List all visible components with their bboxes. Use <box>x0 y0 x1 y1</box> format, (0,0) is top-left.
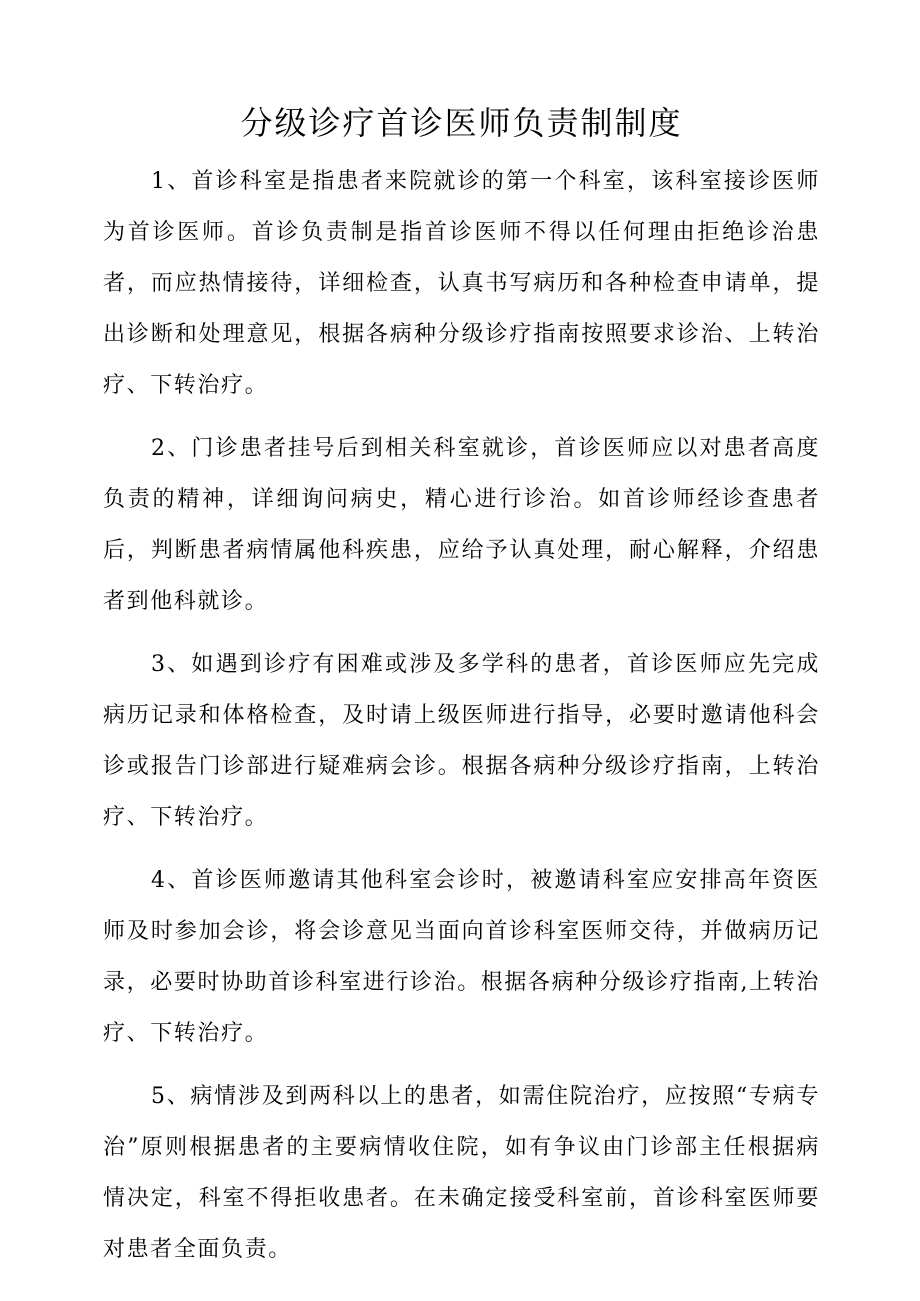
paragraph-1: 1、首诊科室是指患者来院就诊的第一个科室，该科室接诊医师为首诊医师。首诊负责制是指首诊医师不得以任何理由拒绝诊治患者，而应热情接待，详细检查，认真书写病历和各种检查申请单，提出诊断和处理意见，根据各病种分级诊疗指南按照要求诊治、上转治疗、下转治疗。 <box>103 169 820 398</box>
document-title: 分级诊疗首诊医师负责制制度 <box>240 104 683 142</box>
document-body <box>103 156 820 1275</box>
paragraph-5: 5、病情涉及到两科以上的患者，如需住院治疗，应按照“专病专治”原则根据患者的主要病情收住院，如有争议由门诊部主任根据病情决定，科室不得拒收患者。在未确定接受科室前，首诊科室医师要对患者全面负责。 <box>103 1084 820 1262</box>
paragraph-4: 4、首诊医师邀请其他科室会诊时，被邀请科室应安排高年资医师及时参加会诊，将会诊意见当面向首诊科室医师交待，并做病历记录，必要时协助首诊科室进行诊治。根据各病种分级诊疗指南,上转治疗、下转治疗。 <box>103 868 820 1046</box>
paragraph-3: 3、如遇到诊疗有困难或涉及多学科的患者，首诊医师应先完成病历记录和体格检查，及时请上级医师进行指导，必要时邀请他科会诊或报告门诊部进行疑难病会诊。根据各病种分级诊疗指南，上转治疗、下转治疗。 <box>103 652 820 830</box>
paragraph-2: 2、门诊患者挂号后到相关科室就诊，首诊医师应以对患者高度负责的精神，详细询问病史，精心进行诊治。如首诊师经诊查患者后，判断患者病情属他科疾患，应给予认真处理，耐心解释，介绍患者到他科就诊。 <box>103 436 820 614</box>
